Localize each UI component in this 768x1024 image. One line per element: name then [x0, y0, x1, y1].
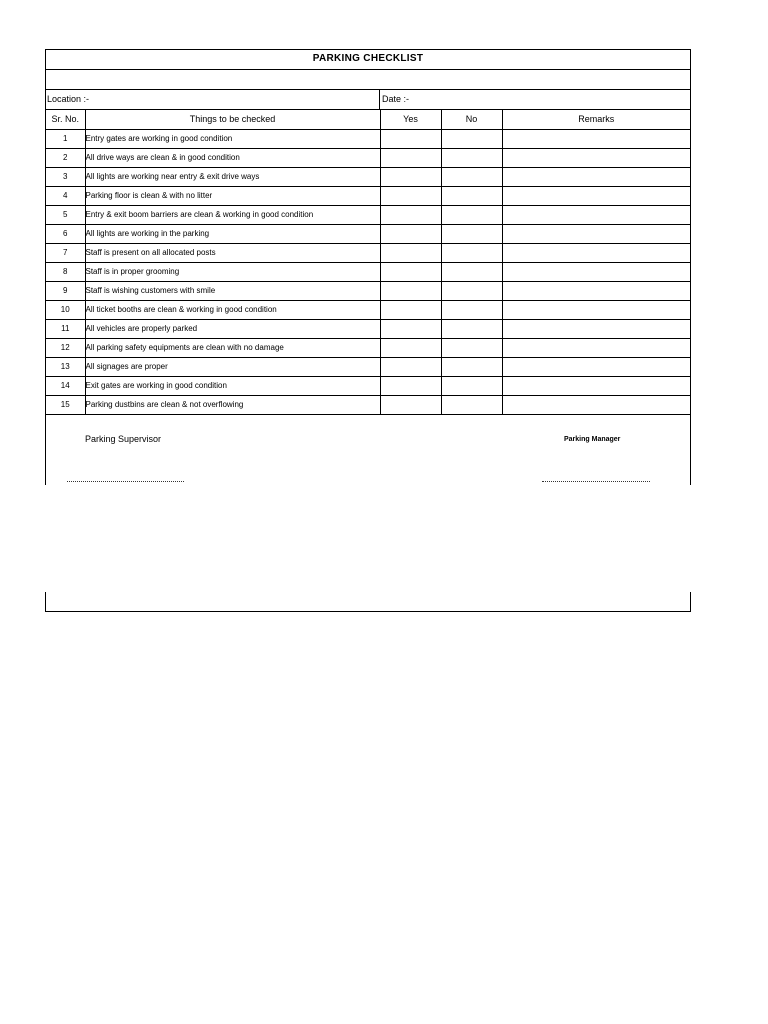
page-title: PARKING CHECKLIST — [312, 53, 424, 64]
row-number: 12 — [46, 338, 85, 357]
row-item-text: All lights are working in the parking — [85, 224, 380, 243]
no-cell[interactable] — [441, 338, 502, 357]
row-number: 9 — [46, 281, 85, 300]
yes-cell[interactable] — [380, 338, 441, 357]
location-label: Location :- — [47, 94, 90, 104]
supervisor-label: Parking Supervisor — [85, 434, 162, 444]
col-yes: Yes — [380, 110, 441, 129]
table-row — [46, 319, 690, 338]
table-row — [46, 338, 690, 357]
row-item-text: Exit gates are working in good condition — [85, 376, 380, 395]
row-number: 15 — [46, 395, 85, 414]
row-item-text: All lights are working near entry & exit drive ways — [85, 167, 380, 186]
yes-cell[interactable] — [380, 357, 441, 376]
remarks-cell[interactable] — [502, 167, 690, 186]
remarks-cell[interactable] — [502, 376, 690, 395]
table-row — [46, 243, 690, 262]
remarks-cell[interactable] — [502, 205, 690, 224]
bottom-box — [45, 592, 691, 612]
remarks-cell[interactable] — [502, 148, 690, 167]
row-item-text: All ticket booths are clean & working in good condition — [85, 300, 380, 319]
col-sr-no: Sr. No. — [46, 110, 85, 129]
no-cell[interactable] — [441, 395, 502, 414]
yes-cell[interactable] — [380, 243, 441, 262]
row-number: 11 — [46, 319, 85, 338]
remarks-cell[interactable] — [502, 186, 690, 205]
row-number: 7 — [46, 243, 85, 262]
table-row — [46, 129, 690, 148]
no-cell[interactable] — [441, 129, 502, 148]
table-row — [46, 148, 690, 167]
manager-signature-line[interactable] — [542, 481, 650, 482]
row-item-text: Parking floor is clean & with no litter — [85, 186, 380, 205]
no-cell[interactable] — [441, 281, 502, 300]
table-row — [46, 205, 690, 224]
no-cell[interactable] — [441, 205, 502, 224]
remarks-cell[interactable] — [502, 338, 690, 357]
yes-cell[interactable] — [380, 281, 441, 300]
no-cell[interactable] — [441, 243, 502, 262]
table-row — [46, 281, 690, 300]
row-number: 3 — [46, 167, 85, 186]
meta-row — [46, 90, 690, 110]
no-cell[interactable] — [441, 319, 502, 338]
row-number: 8 — [46, 262, 85, 281]
blank-row — [46, 70, 690, 90]
yes-cell[interactable] — [380, 376, 441, 395]
date-label: Date :- — [382, 94, 410, 104]
table-row — [46, 186, 690, 205]
row-item-text: Entry gates are working in good condition — [85, 129, 380, 148]
yes-cell[interactable] — [380, 262, 441, 281]
checklist-table — [46, 110, 690, 415]
table-row — [46, 167, 690, 186]
no-cell[interactable] — [441, 357, 502, 376]
row-number: 13 — [46, 357, 85, 376]
supervisor-signature-line[interactable] — [67, 481, 184, 482]
table-row — [46, 224, 690, 243]
row-number: 14 — [46, 376, 85, 395]
no-cell[interactable] — [441, 186, 502, 205]
row-item-text: All drive ways are clean & in good condition — [85, 148, 380, 167]
yes-cell[interactable] — [380, 319, 441, 338]
row-number: 5 — [46, 205, 85, 224]
yes-cell[interactable] — [380, 205, 441, 224]
row-item-text: All vehicles are properly parked — [85, 319, 380, 338]
yes-cell[interactable] — [380, 186, 441, 205]
manager-label: Parking Manager — [564, 436, 621, 443]
no-cell[interactable] — [441, 224, 502, 243]
remarks-cell[interactable] — [502, 319, 690, 338]
col-no: No — [441, 110, 502, 129]
remarks-cell[interactable] — [502, 262, 690, 281]
remarks-cell[interactable] — [502, 224, 690, 243]
yes-cell[interactable] — [380, 395, 441, 414]
remarks-cell[interactable] — [502, 395, 690, 414]
table-header — [46, 110, 690, 129]
row-number: 6 — [46, 224, 85, 243]
col-remarks: Remarks — [502, 110, 690, 129]
row-number: 2 — [46, 148, 85, 167]
checklist-sheet — [45, 49, 691, 485]
remarks-cell[interactable] — [502, 281, 690, 300]
no-cell[interactable] — [441, 148, 502, 167]
row-item-text: Parking dustbins are clean & not overflowing — [85, 395, 380, 414]
remarks-cell[interactable] — [502, 129, 690, 148]
row-item-text: All parking safety equipments are clean with no damage — [85, 338, 380, 357]
table-row — [46, 262, 690, 281]
table-row — [46, 357, 690, 376]
col-things: Things to be checked — [85, 110, 380, 129]
row-item-text: Staff is present on all allocated posts — [85, 243, 380, 262]
row-item-text: Staff is in proper grooming — [85, 262, 380, 281]
no-cell[interactable] — [441, 167, 502, 186]
meta-divider — [379, 90, 380, 110]
row-number: 10 — [46, 300, 85, 319]
yes-cell[interactable] — [380, 148, 441, 167]
remarks-cell[interactable] — [502, 357, 690, 376]
yes-cell[interactable] — [380, 300, 441, 319]
table-row — [46, 300, 690, 319]
row-item-text: Entry & exit boom barriers are clean & working in good condition — [85, 205, 380, 224]
row-item-text: All signages are proper — [85, 357, 380, 376]
yes-cell[interactable] — [380, 167, 441, 186]
row-item-text: Staff is wishing customers with smile — [85, 281, 380, 300]
yes-cell[interactable] — [380, 224, 441, 243]
no-cell[interactable] — [441, 300, 502, 319]
row-number: 1 — [46, 129, 85, 148]
table-row — [46, 395, 690, 414]
remarks-cell[interactable] — [502, 243, 690, 262]
title-row — [46, 50, 690, 70]
no-cell[interactable] — [441, 262, 502, 281]
table-row — [46, 376, 690, 395]
yes-cell[interactable] — [380, 129, 441, 148]
signature-area — [46, 427, 690, 486]
remarks-cell[interactable] — [502, 300, 690, 319]
row-number: 4 — [46, 186, 85, 205]
no-cell[interactable] — [441, 376, 502, 395]
